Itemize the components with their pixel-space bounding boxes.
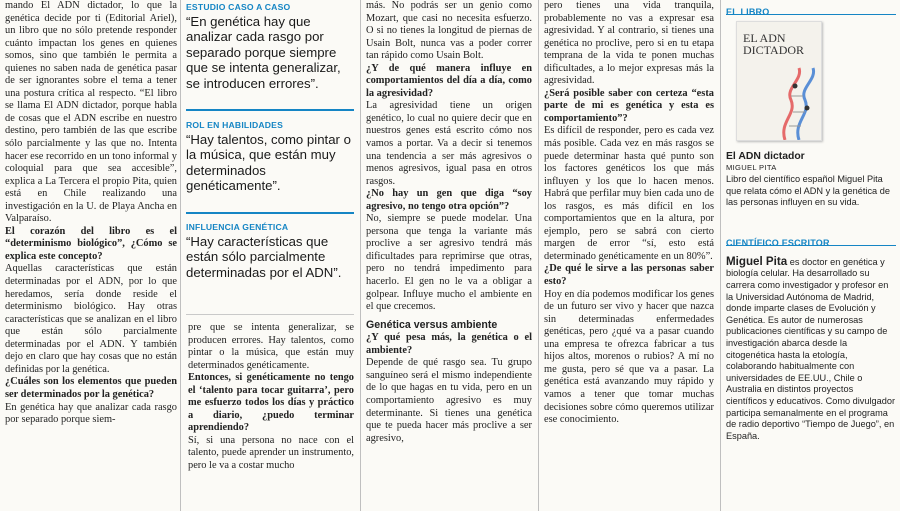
article-column-3 bbox=[366, 0, 532, 511]
book-section-label: EL LIBRO bbox=[726, 7, 770, 17]
question: ¿De qué le sirve a las personas saber esto? bbox=[544, 263, 714, 288]
cover-title: EL ADN DICTADOR bbox=[743, 31, 805, 57]
article-column-1 bbox=[5, 0, 177, 511]
author-bio-text: es doctor en genética y biología celular. Ha desarrollado su carrera como investigador y profesor en la Universidad Autónoma de Madrid, donde imparte clases de Evolución y Genética. Es autor de numerosas publicaciones científicas y su campo de investigación abarca desde la citogenética hasta la etología, colaborando habitualmente con universidades de EE.UU., Chile o Australia en distintos proyectos científicos y educativos. Como divulgador participa semanalmente en el programa de radio deportivo “Tiempo de Juego”, en España. bbox=[726, 256, 896, 441]
quote-label: ESTUDIO CASO A CASO bbox=[186, 2, 291, 12]
answer: más. No podrás ser un genio como Mozart, que casi no necesita esfuerzo. O si no tienes la longitud de piernas de Usain Bolt, nunca vas a poder correr tan rápido como Usain Bolt. bbox=[366, 0, 532, 62]
answer: La agresividad tiene un origen genético, lo cual no quiere decir que en nuestros genes está escrito cómo nos vamos a portar. Va a decir si tenemos una tendencia a ser más agresivos o menos agresivos, igual pasa en otros rasgos. bbox=[366, 100, 532, 187]
quote-label: ROL EN HABILIDADES bbox=[186, 120, 284, 130]
book-title: El ADN dictador bbox=[726, 151, 805, 162]
sidebar bbox=[726, 0, 896, 511]
answer: pre que se intenta generalizar, se producen errores. Hay talentos, como pintar o la música, que están muy determinados genéticamente. bbox=[188, 322, 354, 371]
answer: Sí, si una persona no nace con el talento, puede aprender un instrumento, pero le va a costar mucho bbox=[188, 434, 354, 472]
answer: Depende de qué rasgo sea. Tu grupo sanguíneo será el mismo independiente de lo que hagas en tu vida, pero en un comportamiento agresivo es muy determinante. Si tienes una genética que te pueda hacer más proclive a ser agresivo, bbox=[366, 357, 532, 444]
question: El corazón del libro es el “determinismo biológico”, ¿Cómo se explica este concepto? bbox=[5, 225, 177, 262]
question: ¿Cuáles son los elementos que pueden ser determinados por la genética? bbox=[5, 376, 177, 400]
quote-box-2 bbox=[186, 120, 354, 200]
book-cover bbox=[736, 21, 822, 141]
author-section-label: CIENTÍFICO ESCRITOR bbox=[726, 237, 830, 248]
intro-text: mando El ADN dictador, lo que la genética decide por ti (Editorial Ariel), un libro que no sólo pretende responder cuánto impactan los genes en quienes somos, sino que también le permita a quienes no saben nada de genética pasar de ser ignorantes sobre el tema a tener una postura crítica al respecto. “El libro se llama El ADN dictador, porque habla de cosas que el ADN escribe en nuestro destino, pero también de las que escribe sólo parcialmente y las que no. Intenta hacer ese recorrido en un tono informal y coloquial para que sea accesible”, explica a La Tercera el propio Pita, quien está en Chile realizando una investigación en la U. de Playa Ancha en Valparaíso. bbox=[5, 0, 177, 225]
quote-label: INFLUENCIA GENÉTICA bbox=[186, 222, 289, 232]
question: ¿Y de qué manera influye en comportamientos del día a día, como la agresividad? bbox=[366, 62, 532, 99]
question: ¿Será posible saber con certeza “esta parte de mi es genética y esta es comportamiento”? bbox=[544, 87, 714, 124]
answer: En genética hay que analizar cada rasgo por separado porque siem- bbox=[5, 401, 177, 426]
question: ¿No hay un gen que diga “soy agresivo, no tengo otra opción”? bbox=[366, 188, 532, 212]
book-description: Libro del científico español Miguel Pita que relata cómo el ADN y la genética de las personas influyen en su vida. bbox=[726, 174, 890, 208]
column-divider bbox=[180, 0, 181, 511]
quote-divider bbox=[186, 212, 354, 214]
question: ¿Y qué pesa más, la genética o el ambiente? bbox=[366, 332, 532, 356]
question: Entonces, si genéticamente no tengo el ‘talento para tocar guitarra’, pero me esfuerzo todos los días y práctico a diario, ¿puedo terminar aprendiendo? bbox=[188, 372, 354, 434]
column-divider bbox=[538, 0, 539, 511]
author-bio bbox=[726, 256, 896, 443]
answer: Es difícil de responder, pero es cada vez más posible. Cada vez en más rasgos se puede determinar hasta qué punto son los factores genéticos los que más influyen y los que lo hacen menos. Habrá que perfilar muy bien cada uno de los rasgos, es más difícil en los comportamientos que en la altura, por ejemplo, pero se sabrá con cierto margen de error “sí, esto está determinado genéticamente en un 80%”. bbox=[544, 125, 714, 262]
article-column-4 bbox=[544, 0, 714, 511]
answer: pero tienes una vida tranquila, probablemente no vas a expresar esa agresividad. Y al contrario, si tienes una genética no proclive, pero si en tu etapa temprana de la vida te ponen muchas dificultades, a lo mejor expresas más la agresividad. bbox=[544, 0, 714, 87]
quote-box-1 bbox=[186, 2, 354, 98]
answer: No, siempre se puede modelar. Una persona que tenga la variante más proclive a ser agresivo tendrá más dificultades para reprimirse que otras, pero no tendrá impedimento para hacerlo. El gen no le va a obligar a golpear. Influye mucho el ambiente en el que crecemos. bbox=[366, 213, 532, 313]
author-name: Miguel Pita bbox=[726, 254, 788, 268]
pull-quote: “Hay características que están sólo parcialmente determinadas por el ADN”. bbox=[186, 234, 342, 280]
quote-box-3 bbox=[186, 222, 354, 292]
book-author: MIGUEL PITA bbox=[726, 163, 777, 172]
quote-divider bbox=[186, 314, 354, 315]
answer: Aquellas características que están determinadas por el ADN, por lo que heredamos, sería donde reside el determinismo biológico. Hay otras características que se analizan en el libro que están sólo parcialmente determinadas por el ADN. Y también dejo en claro que hay cosas que no están definidas por la genética. bbox=[5, 263, 177, 375]
pull-quote: “En genética hay que analizar cada rasgo por separado porque siempre que se intenta generalizar, se introducen errores”. bbox=[186, 14, 341, 91]
pull-quote: “Hay talentos, como pintar o la música, que están muy determinados genéticamente”. bbox=[186, 132, 351, 194]
quote-divider bbox=[186, 109, 354, 111]
column-divider bbox=[360, 0, 361, 511]
section-subhead: Genética versus ambiente bbox=[366, 318, 498, 331]
column-divider bbox=[720, 0, 721, 511]
answer: Hoy en día podemos modificar los genes de un futuro ser vivo y hacer que nazca sin determinadas enfermedades genéticas, pero ¿qué va a pasar cuando una empresa te ofrezca fabricar a tus hijos altos, morenos o rubios? A mí no me gusta, pero sé que va a pasar. La genética está avanzando muy rápido y vamos a tener que tomar muchas decisiones sobre cómo queremos utilizar ese conocimiento. bbox=[544, 288, 714, 426]
article-column-2 bbox=[188, 322, 354, 511]
cover-illustration bbox=[737, 22, 821, 140]
